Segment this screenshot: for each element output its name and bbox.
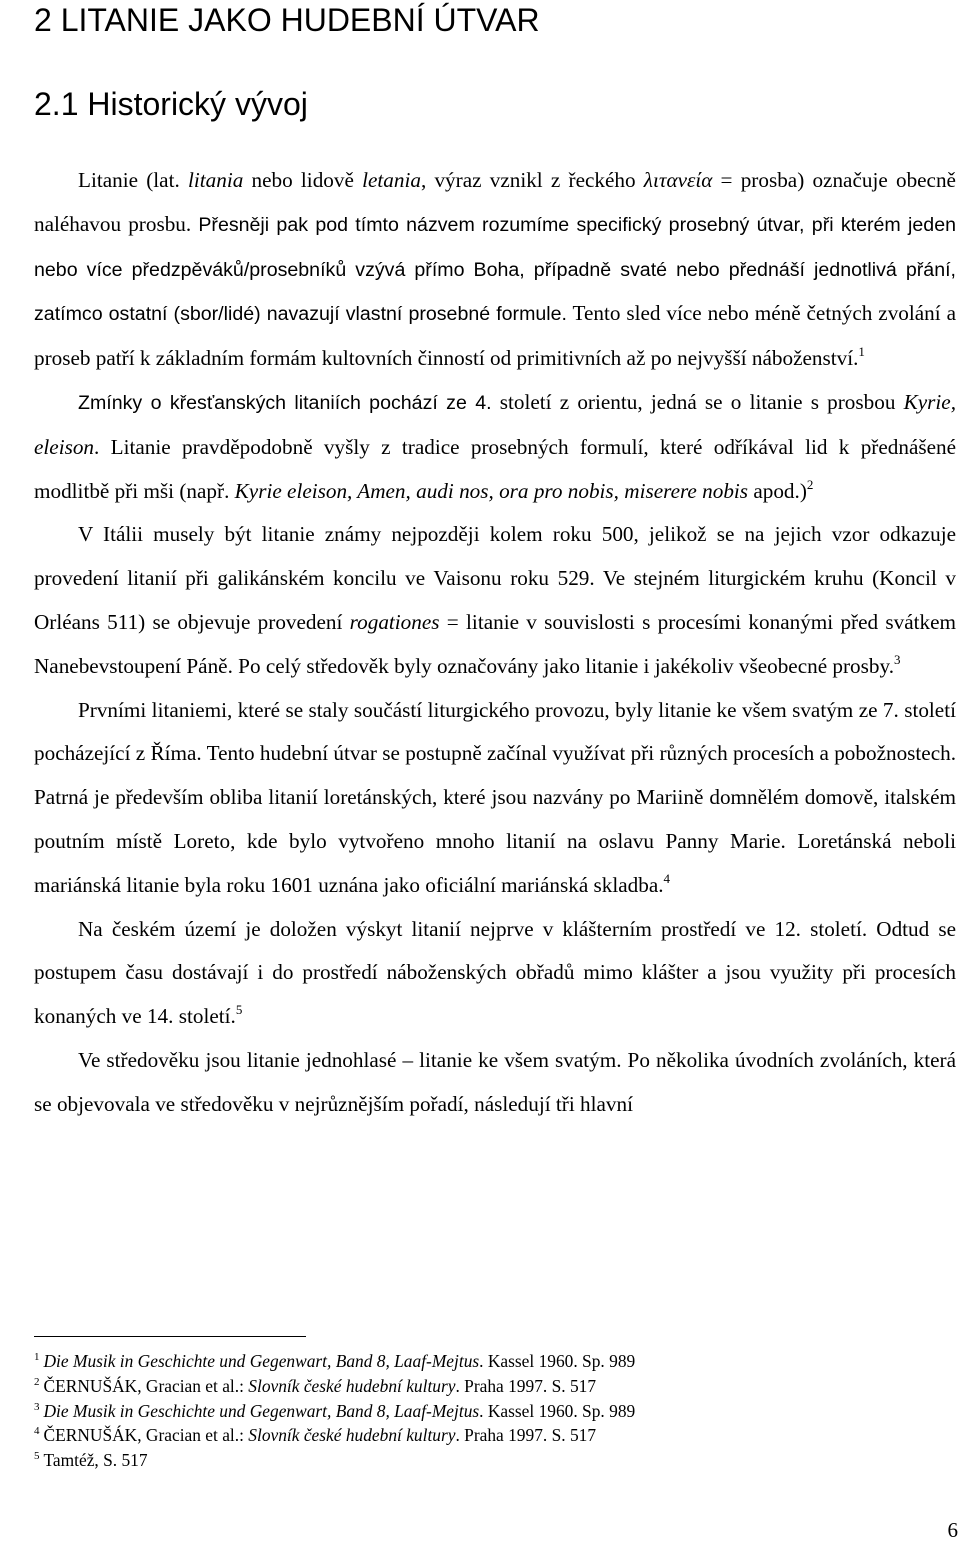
footnote-number: 4: [34, 1425, 40, 1438]
text-run: Ve středověku jsou litanie jednohlasé – litanie ke všem svatým. Po několika úvodních zvoláních, která se objevovala ve středověku v nejrůznějším pořadí, následují tři hlavní: [34, 1047, 956, 1116]
footnote-number: 5: [34, 1450, 40, 1463]
footnote-2: [34, 1374, 956, 1399]
footnote-ref: 5: [235, 1002, 243, 1018]
body-text: [34, 159, 956, 1127]
paragraph-5: [34, 908, 956, 1039]
footnote-3: [34, 1399, 956, 1424]
italic-term: rogationes: [349, 609, 440, 634]
section-title: 2.1 Historický vývoj: [34, 86, 308, 122]
italic-term: litania: [187, 168, 244, 192]
paragraph-4: [34, 689, 956, 908]
footnote-source: . Kassel 1960. Sp. 989: [479, 1400, 636, 1421]
page-number: 6: [947, 1518, 958, 1542]
footnote-source: . Kassel 1960. Sp. 989: [479, 1351, 636, 1371]
chapter-title: 2 LITANIE JAKO HUDEBNÍ ÚTVAR: [34, 2, 540, 38]
text-run: Tento sled více nebo méně četných zvolání a proseb patří k základním formám kultovních činností od primitivních až po nejvyšší náboženství.: [34, 301, 956, 371]
footnote-ref: 2: [806, 476, 814, 492]
footnote-ref: 3: [894, 651, 901, 667]
footnote-number: 3: [34, 1400, 40, 1413]
footnote-1: [34, 1349, 956, 1374]
text-run: Prvními litaniemi, které se staly součástí liturgického provozu, byly litanie ke všem svatým ze 7. století pocházející z Říma. Tento hudební útvar se postupně začínal využívat při různých procesích a pobožnostech. Patrná je především obliba litanií loretánských, které jsou nazvány po Mariině domnělém domově, italském poutním místě Loreto, kde bylo vytvořeno mnoho litanií na oslavu Panny Marie. Loretánská neboli mariánská litanie byla roku 1601 uznána jako oficiální mariánská skladba.: [34, 697, 956, 897]
footnotes: [34, 1349, 956, 1473]
text-run: Litanie (lat.: [78, 168, 188, 192]
footnote-title: Slovník české hudební kultury: [248, 1425, 456, 1446]
footnote-ref: 4: [663, 870, 671, 886]
footnote-5: [34, 1448, 956, 1473]
text-run: století z orientu, jedná se o litanie s prosbou: [491, 389, 904, 414]
italic-term: Kyrie eleison, Amen, audi nos, ora pro nobis, miserere nobis: [234, 478, 749, 503]
text-run: V Itálii musely být litanie známy nejpozději kolem roku 500, jelikož se na jejich vzor odkazuje provedení litanií při galikánském koncilu ve Vaisonu roku 529. Ve stejném liturgickém kruhu (Koncil v Orléans 511) se objevuje provedení: [34, 522, 956, 634]
footnote-title: Die Musik in Geschichte und Gegenwart, Band 8, Laaf-Mejtus: [43, 1351, 480, 1371]
text-run: Na českém území je doložen výskyt litanií nejprve v klášterním prostředí ve 12. století. Odtud se postupem času dostávají i do prostředí náboženských obřadů mimo klášter a jsou využity při procesích konaných ve 14. století.: [34, 916, 956, 1029]
text-run: Zmínky o křesťanských litaniích pochází ze 4.: [78, 391, 492, 414]
paragraph-6: [34, 1039, 956, 1127]
text-run: = prosba) označuje obecně naléhavou prosbu.: [34, 168, 956, 236]
italic-term: Kyrie, eleison: [34, 389, 957, 459]
footnote-author: ČERNUŠÁK, Gracian et al.:: [43, 1425, 249, 1446]
text-run: apod.): [748, 478, 807, 503]
footnote-separator: [34, 1336, 306, 1337]
greek-term: λιτανεία: [643, 168, 713, 192]
footnote-title: Slovník české hudební kultury: [248, 1375, 456, 1396]
italic-term: letania: [362, 168, 421, 192]
footnote-author: ČERNUŠÁK, Gracian et al.:: [43, 1375, 249, 1396]
text-run: = litanie v souvislosti s procesími konanými před svátkem Nanebevstoupení Páně. Po celý středověk byly označovány jako litanie i jakékoliv všeobecné prosby.: [34, 609, 956, 678]
footnote-ref: 1: [858, 344, 865, 360]
text-run: Přesněji pak pod tímto názvem rozumíme specifický prosebný útvar, při kterém jeden nebo více předzpěváků/prosebníků vzývá přímo Boha, případně svaté nebo přednáší jednotlivá přání, zatímco ostatní (sbor/lidé) navazují vlastní prosebné formule.: [34, 213, 956, 326]
text-run: . Litanie pravděpodobně vyšly z tradice prosebných formulí, které odříkával lid k přednášené modlitbě při mši (např.: [34, 434, 956, 503]
text-run: nebo lidově: [243, 168, 363, 192]
footnote-number: 2: [34, 1375, 40, 1388]
paragraph-2: [34, 381, 956, 513]
text-run: , výraz vznikl z řeckého: [420, 168, 644, 192]
footnote-title: Die Musik in Geschichte und Gegenwart, Band 8, Laaf-Mejtus: [43, 1400, 480, 1421]
footnote-source: . Praha 1997. S. 517: [455, 1375, 597, 1396]
footnote-number: 1: [34, 1351, 40, 1363]
paragraph-1: [34, 159, 956, 381]
paragraph-3: [34, 513, 956, 688]
footnote-source: Tamtéž, S. 517: [43, 1450, 148, 1471]
footnote-source: . Praha 1997. S. 517: [455, 1425, 597, 1446]
footnote-4: [34, 1423, 956, 1448]
